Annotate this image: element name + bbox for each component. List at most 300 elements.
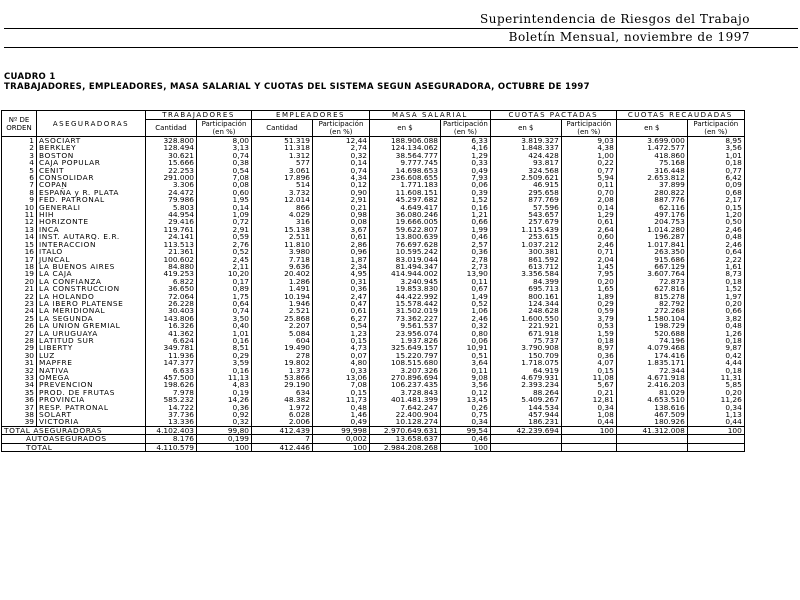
- empleadores-part: 0,31: [313, 278, 370, 285]
- header-rule-bottom: [4, 47, 798, 48]
- masa-salarial-pesos: 108.515.680: [370, 359, 441, 366]
- empleadores-cantidad: 2.511: [252, 233, 313, 240]
- cuotas-pactadas-part: 1,08: [561, 411, 616, 418]
- trabajadores-cantidad: 79.986: [146, 196, 197, 203]
- masa-salarial-part: 0,06: [441, 181, 491, 188]
- order-no: 27: [2, 330, 37, 337]
- total-row-label: TOTAL: [2, 443, 146, 451]
- cuotas-recaudadas-part: 0,44: [687, 418, 744, 426]
- trabajadores-part: 0,36: [197, 404, 252, 411]
- empleadores-part: 2,74: [313, 144, 370, 151]
- trabajadores-cantidad: 143.806: [146, 315, 197, 322]
- masa-salarial-part: 3,56: [441, 381, 491, 388]
- cuotas-recaudadas-part: 5,85: [687, 381, 744, 388]
- sub-en-pesos: en $: [370, 120, 441, 137]
- cuotas-recaudadas-part: 0,64: [687, 248, 744, 255]
- empleadores-part: 0,36: [313, 285, 370, 292]
- trabajadores-cantidad: 36.650: [146, 285, 197, 292]
- sub-en-pesos: en $: [616, 120, 687, 137]
- cuotas-recaudadas-part: 1,13: [687, 411, 744, 418]
- table-row: [2, 285, 745, 292]
- empleadores-part: 0,14: [313, 159, 370, 166]
- cuotas-recaudadas-part: 0,68: [687, 189, 744, 196]
- aseguradora-name: LA BUENOS AIRES: [37, 263, 146, 270]
- col-empleadores: EMPLEADORES: [252, 111, 370, 120]
- cuotas-recaudadas-part: 3,56: [687, 144, 744, 151]
- table-row: [2, 367, 745, 374]
- masa-salarial-pesos: 2.970.649.631: [370, 426, 441, 434]
- empleadores-part: 0,61: [313, 307, 370, 314]
- empleadores-part: 4,80: [313, 359, 370, 366]
- cuotas-pactadas-part: 0,20: [561, 278, 616, 285]
- empty-cell: [616, 443, 687, 451]
- aseguradora-name: PREVENCION: [37, 381, 146, 388]
- cuotas-recaudadas-pesos: 915.686: [616, 256, 687, 263]
- trabajadores-part: 0,32: [197, 418, 252, 426]
- table-row: [2, 411, 745, 418]
- cuotas-recaudadas-pesos: 74.196: [616, 337, 687, 344]
- aseguradora-name: LA URUGUAYA: [37, 330, 146, 337]
- order-no: 36: [2, 396, 37, 403]
- empleadores-cantidad: 5.084: [252, 330, 313, 337]
- header-rule-top: [4, 28, 798, 29]
- table-row: [2, 330, 745, 337]
- masa-salarial-pesos: 4.649.417: [370, 204, 441, 211]
- masa-salarial-part: 0,39: [441, 189, 491, 196]
- order-no: 1: [2, 137, 37, 145]
- aseguradora-name: LA SEGUNDA: [37, 315, 146, 322]
- empleadores-cantidad: 412.446: [252, 443, 313, 451]
- cuotas-recaudadas-pesos: 72.344: [616, 367, 687, 374]
- empleadores-cantidad: 11.318: [252, 144, 313, 151]
- empleadores-part: 1,46: [313, 411, 370, 418]
- cuotas-pactadas-pesos: 57.596: [490, 204, 561, 211]
- masa-salarial-part: 2,73: [441, 263, 491, 270]
- header-line-1: Superintendencia de Riesgos del Trabajo: [480, 12, 750, 26]
- trabajadores-part: 3,13: [197, 144, 252, 151]
- masa-salarial-part: 2,57: [441, 241, 491, 248]
- table-row: [2, 263, 745, 270]
- cuotas-recaudadas-pesos: 2.416.203: [616, 381, 687, 388]
- empty-cell: [687, 443, 744, 451]
- trabajadores-cantidad: 3.306: [146, 181, 197, 188]
- trabajadores-part: 0,19: [197, 389, 252, 396]
- trabajadores-cantidad: 24.141: [146, 233, 197, 240]
- masa-salarial-part: 13,45: [441, 396, 491, 403]
- sub-en-pesos: en $: [490, 120, 561, 137]
- masa-salarial-pesos: 45.297.682: [370, 196, 441, 203]
- empleadores-cantidad: 3.061: [252, 167, 313, 174]
- cuotas-pactadas-pesos: 324.568: [490, 167, 561, 174]
- cuotas-recaudadas-pesos: 82.792: [616, 300, 687, 307]
- order-no: 13: [2, 226, 37, 233]
- aseguradora-name: INTERACCION: [37, 241, 146, 248]
- table-row: [2, 389, 745, 396]
- cuotas-recaudadas-part: 0,18: [687, 367, 744, 374]
- table-row: [2, 152, 745, 159]
- trabajadores-part: 0,74: [197, 307, 252, 314]
- cuotas-recaudadas-pesos: 81.029: [616, 389, 687, 396]
- aseguradora-name: ITALO: [37, 248, 146, 255]
- masa-salarial-pesos: 14.698.653: [370, 167, 441, 174]
- order-no: 33: [2, 374, 37, 381]
- trabajadores-part: 0,08: [197, 181, 252, 188]
- empleadores-part: 0,21: [313, 204, 370, 211]
- empleadores-cantidad: 10.194: [252, 293, 313, 300]
- cuotas-recaudadas-part: 1,97: [687, 293, 744, 300]
- trabajadores-part: 0,72: [197, 218, 252, 225]
- order-no: 16: [2, 248, 37, 255]
- cuotas-pactadas-part: 2,64: [561, 226, 616, 233]
- cuotas-pactadas-part: 0,70: [561, 189, 616, 196]
- trabajadores-part: 0,40: [197, 322, 252, 329]
- table-row: [2, 211, 745, 218]
- cuotas-pactadas-pesos: 84.399: [490, 278, 561, 285]
- masa-salarial-pesos: 19.666.005: [370, 218, 441, 225]
- masa-salarial-part: 10,91: [441, 344, 491, 351]
- aseguradora-name: LUZ: [37, 352, 146, 359]
- aseguradora-name: CAJA POPULAR: [37, 159, 146, 166]
- aseguradora-name: FED. PATRONAL: [37, 196, 146, 203]
- empleadores-part: 99,998: [313, 426, 370, 434]
- masa-salarial-part: 1,06: [441, 307, 491, 314]
- trabajadores-part: 0,14: [197, 204, 252, 211]
- trabajadores-cantidad: 585.232: [146, 396, 197, 403]
- empleadores-part: 12,44: [313, 137, 370, 145]
- aseguradora-name: RESP. PATRONAL: [37, 404, 146, 411]
- cuotas-pactadas-part: 0,18: [561, 337, 616, 344]
- trabajadores-part: 10,20: [197, 270, 252, 277]
- col-trabajadores: TRABAJADORES: [146, 111, 252, 120]
- cuotas-pactadas-pesos: 257.679: [490, 218, 561, 225]
- trabajadores-part: 0,89: [197, 285, 252, 292]
- cuotas-pactadas-pesos: 457.944: [490, 411, 561, 418]
- aseguradora-name: COPAN: [37, 181, 146, 188]
- masa-salarial-part: 0,11: [441, 367, 491, 374]
- trabajadores-cantidad: 29.416: [146, 218, 197, 225]
- table-row: [2, 174, 745, 181]
- cuotas-pactadas-part: 5,67: [561, 381, 616, 388]
- table-row: [2, 344, 745, 351]
- order-no: 34: [2, 381, 37, 388]
- masa-salarial-part: 0,32: [441, 322, 491, 329]
- order-no: 7: [2, 181, 37, 188]
- cuotas-pactadas-part: 0,53: [561, 322, 616, 329]
- cuotas-recaudadas-pesos: 3.699.000: [616, 137, 687, 145]
- empleadores-cantidad: 48.382: [252, 396, 313, 403]
- cuotas-recaudadas-pesos: 174.416: [616, 352, 687, 359]
- cuotas-pactadas-pesos: 1.718.075: [490, 359, 561, 366]
- cuotas-pactadas-part: 1,65: [561, 285, 616, 292]
- cuotas-pactadas-pesos: 93.817: [490, 159, 561, 166]
- cuotas-pactadas-pesos: 88.264: [490, 389, 561, 396]
- cuotas-pactadas-part: 0,36: [561, 352, 616, 359]
- order-no: 10: [2, 204, 37, 211]
- order-no: 25: [2, 315, 37, 322]
- masa-salarial-part: 0,12: [441, 389, 491, 396]
- order-no: 17: [2, 256, 37, 263]
- table-row: [2, 159, 745, 166]
- masa-salarial-part: 0,11: [441, 278, 491, 285]
- masa-salarial-pesos: 10.595.242: [370, 248, 441, 255]
- cuotas-pactadas-pesos: 4.679.931: [490, 374, 561, 381]
- empleadores-cantidad: 29.190: [252, 381, 313, 388]
- cuotas-pactadas-pesos: 695.713: [490, 285, 561, 292]
- empleadores-part: 6,27: [313, 315, 370, 322]
- cuotas-recaudadas-pesos: 316.448: [616, 167, 687, 174]
- trabajadores-cantidad: 30.403: [146, 307, 197, 314]
- cuotas-recaudadas-part: 0,77: [687, 167, 744, 174]
- empleadores-part: 0,49: [313, 418, 370, 426]
- order-no: 32: [2, 367, 37, 374]
- empty-cell: [616, 435, 687, 443]
- cuotas-recaudadas-pesos: 62.116: [616, 204, 687, 211]
- cuotas-recaudadas-pesos: 41.312.008: [616, 426, 687, 434]
- trabajadores-cantidad: 22.253: [146, 167, 197, 174]
- empleadores-cantidad: 577: [252, 159, 313, 166]
- cuotas-recaudadas-pesos: 37.899: [616, 181, 687, 188]
- empleadores-cantidad: 7.718: [252, 256, 313, 263]
- trabajadores-part: 1,01: [197, 330, 252, 337]
- aseguradora-name: LIBERTY: [37, 344, 146, 351]
- cuotas-recaudadas-part: 0,20: [687, 300, 744, 307]
- cuotas-pactadas-pesos: 248.628: [490, 307, 561, 314]
- cuotas-recaudadas-part: 4,44: [687, 359, 744, 366]
- masa-salarial-part: 1,99: [441, 226, 491, 233]
- cuotas-pactadas-part: 0,77: [561, 167, 616, 174]
- table-row: [2, 352, 745, 359]
- cuotas-pactadas-pesos: 3.819.327: [490, 137, 561, 145]
- masa-salarial-pesos: 31.502.019: [370, 307, 441, 314]
- empleadores-part: 0,15: [313, 337, 370, 344]
- empleadores-cantidad: 6.028: [252, 411, 313, 418]
- trabajadores-cantidad: 6.822: [146, 278, 197, 285]
- empleadores-cantidad: 866: [252, 204, 313, 211]
- autoasegurados-row-label: AUTOASEGURADOS: [2, 435, 146, 443]
- aseguradora-name: VICTORIA: [37, 418, 146, 426]
- cuotas-pactadas-pesos: 424.428: [490, 152, 561, 159]
- cuotas-recaudadas-part: 0,09: [687, 181, 744, 188]
- masa-salarial-part: 1,52: [441, 196, 491, 203]
- trabajadores-part: 8,51: [197, 344, 252, 351]
- order-no: 20: [2, 278, 37, 285]
- trabajadores-cantidad: 30.621: [146, 152, 197, 159]
- cuotas-pactadas-pesos: 1.848.337: [490, 144, 561, 151]
- empleadores-part: 0,48: [313, 404, 370, 411]
- empleadores-cantidad: 278: [252, 352, 313, 359]
- cuotas-pactadas-pesos: 800.161: [490, 293, 561, 300]
- trabajadores-part: 2,45: [197, 256, 252, 263]
- empleadores-cantidad: 15.138: [252, 226, 313, 233]
- masa-salarial-part: 0,52: [441, 300, 491, 307]
- cuotas-pactadas-pesos: 861.592: [490, 256, 561, 263]
- order-no: 5: [2, 167, 37, 174]
- masa-salarial-pesos: 36.080.246: [370, 211, 441, 218]
- cuotas-recaudadas-part: 1,26: [687, 330, 744, 337]
- cuotas-pactadas-part: 2,46: [561, 241, 616, 248]
- trabajadores-part: 0,38: [197, 159, 252, 166]
- masa-salarial-pesos: 414.944.002: [370, 270, 441, 277]
- cuotas-recaudadas-part: 11,26: [687, 396, 744, 403]
- empty-cell: [490, 435, 561, 443]
- total-row: [2, 443, 745, 451]
- masa-salarial-part: 7,93: [441, 174, 491, 181]
- empleadores-part: 0,15: [313, 389, 370, 396]
- masa-salarial-part: 0,26: [441, 404, 491, 411]
- trabajadores-cantidad: 419.253: [146, 270, 197, 277]
- masa-salarial-pesos: 44.422.992: [370, 293, 441, 300]
- empleadores-cantidad: 9.636: [252, 263, 313, 270]
- masa-salarial-part: 13,90: [441, 270, 491, 277]
- trabajadores-cantidad: 198.626: [146, 381, 197, 388]
- empleadores-cantidad: 1.286: [252, 278, 313, 285]
- cuotas-pactadas-part: 4,07: [561, 359, 616, 366]
- trabajadores-part: 0,52: [197, 248, 252, 255]
- empleadores-part: 0,002: [313, 435, 370, 443]
- table-row: [2, 337, 745, 344]
- table-row: [2, 167, 745, 174]
- trabajadores-part: 0,54: [197, 167, 252, 174]
- cuotas-recaudadas-pesos: 72.873: [616, 278, 687, 285]
- masa-salarial-pesos: 9.777.745: [370, 159, 441, 166]
- table-row: [2, 270, 745, 277]
- trabajadores-cantidad: 113.513: [146, 241, 197, 248]
- cuotas-pactadas-part: 0,14: [561, 204, 616, 211]
- cuotas-pactadas-part: 100: [561, 426, 616, 434]
- cuotas-pactadas-pesos: 64.919: [490, 367, 561, 374]
- cuotas-pactadas-pesos: 221.921: [490, 322, 561, 329]
- table-row: [2, 359, 745, 366]
- cuotas-recaudadas-pesos: 887.776: [616, 196, 687, 203]
- order-no: 6: [2, 174, 37, 181]
- trabajadores-cantidad: 41.362: [146, 330, 197, 337]
- order-no: 9: [2, 196, 37, 203]
- cuotas-recaudadas-part: 1,61: [687, 263, 744, 270]
- cuotas-recaudadas-part: 0,50: [687, 218, 744, 225]
- empleadores-part: 2,34: [313, 263, 370, 270]
- trabajadores-cantidad: 291.000: [146, 174, 197, 181]
- table-row: [2, 322, 745, 329]
- empleadores-cantidad: 12.014: [252, 196, 313, 203]
- cuotas-recaudadas-pesos: 204.753: [616, 218, 687, 225]
- cuotas-recaudadas-pesos: 1.580.104: [616, 315, 687, 322]
- trabajadores-part: 0,74: [197, 152, 252, 159]
- cuotas-pactadas-pesos: 2.509.621: [490, 174, 561, 181]
- empleadores-part: 4,73: [313, 344, 370, 351]
- cuotas-pactadas-pesos: 186.231: [490, 418, 561, 426]
- trabajadores-cantidad: 37.736: [146, 411, 197, 418]
- empleadores-cantidad: 11.810: [252, 241, 313, 248]
- cuotas-recaudadas-pesos: 2.653.812: [616, 174, 687, 181]
- masa-salarial-pesos: 13.658.637: [370, 435, 441, 443]
- cuotas-recaudadas-part: 9,87: [687, 344, 744, 351]
- cuotas-recaudadas-part: 0,48: [687, 233, 744, 240]
- order-no: 3: [2, 152, 37, 159]
- aseguradora-name: CONSOLIDAR: [37, 174, 146, 181]
- aseguradora-name: MAPFRE: [37, 359, 146, 366]
- masa-salarial-part: 0,36: [441, 248, 491, 255]
- order-no: 38: [2, 411, 37, 418]
- trabajadores-cantidad: 7.978: [146, 389, 197, 396]
- cuotas-pactadas-part: 9,03: [561, 137, 616, 145]
- cuotas-recaudadas-pesos: 4.653.510: [616, 396, 687, 403]
- order-no: 35: [2, 389, 37, 396]
- cuotas-pactadas-part: 1,89: [561, 293, 616, 300]
- table-row: [2, 300, 745, 307]
- empleadores-cantidad: 19.802: [252, 359, 313, 366]
- masa-salarial-part: 0,46: [441, 233, 491, 240]
- masa-salarial-pesos: 19.853.830: [370, 285, 441, 292]
- table-row: [2, 204, 745, 211]
- cuotas-pactadas-pesos: 2.393.234: [490, 381, 561, 388]
- cuotas-recaudadas-pesos: 520.688: [616, 330, 687, 337]
- empleadores-part: 3,67: [313, 226, 370, 233]
- empleadores-cantidad: 7: [252, 435, 313, 443]
- order-no: 28: [2, 337, 37, 344]
- trabajadores-cantidad: 72.064: [146, 293, 197, 300]
- empleadores-part: 0,96: [313, 248, 370, 255]
- order-no: 39: [2, 418, 37, 426]
- cuotas-recaudadas-part: 0,42: [687, 352, 744, 359]
- empleadores-part: 0,74: [313, 167, 370, 174]
- masa-salarial-part: 99,54: [441, 426, 491, 434]
- empleadores-part: 0,61: [313, 233, 370, 240]
- table-row: [2, 189, 745, 196]
- empty-cell: [561, 435, 616, 443]
- masa-salarial-part: 4,16: [441, 144, 491, 151]
- trabajadores-cantidad: 26.228: [146, 300, 197, 307]
- trabajadores-cantidad: 84.880: [146, 263, 197, 270]
- aseguradora-name: LA IBERO PLATENSE: [37, 300, 146, 307]
- cuotas-pactadas-part: 0,59: [561, 307, 616, 314]
- masa-salarial-pesos: 81.494.347: [370, 263, 441, 270]
- trabajadores-part: 0,60: [197, 189, 252, 196]
- order-no: 23: [2, 300, 37, 307]
- cuotas-pactadas-pesos: 75.737: [490, 337, 561, 344]
- total-aseguradoras-row-label: TOTAL ASEGURADORAS: [2, 426, 146, 434]
- empleadores-part: 0,12: [313, 181, 370, 188]
- masa-salarial-pesos: 325.649.157: [370, 344, 441, 351]
- header-row-groups: [2, 111, 745, 120]
- trabajadores-cantidad: 457.500: [146, 374, 197, 381]
- masa-salarial-part: 2,46: [441, 315, 491, 322]
- masa-salarial-part: 0,46: [441, 435, 491, 443]
- trabajadores-part: 2,91: [197, 226, 252, 233]
- cuotas-pactadas-pesos: 543.657: [490, 211, 561, 218]
- cuotas-pactadas-part: 0,29: [561, 300, 616, 307]
- table-row: [2, 233, 745, 240]
- aseguradora-name: GENERALI: [37, 204, 146, 211]
- aseguradora-name: PROD. DE FRUTAS: [37, 389, 146, 396]
- empleadores-cantidad: 316: [252, 218, 313, 225]
- empleadores-cantidad: 20.402: [252, 270, 313, 277]
- cuotas-recaudadas-pesos: 467.509: [616, 411, 687, 418]
- empleadores-cantidad: 1.491: [252, 285, 313, 292]
- cuotas-recaudadas-pesos: 4.671.918: [616, 374, 687, 381]
- sub-participacion: Participación (en %): [561, 120, 616, 137]
- masa-salarial-pesos: 10.128.274: [370, 418, 441, 426]
- order-no: 15: [2, 241, 37, 248]
- cuotas-pactadas-pesos: 42.239.694: [490, 426, 561, 434]
- table-label: CUADRO 1: [4, 72, 56, 82]
- aseguradora-name: LA HOLANDO: [37, 293, 146, 300]
- aseguradora-name: HORIZONTE: [37, 218, 146, 225]
- masa-salarial-part: 0,67: [441, 285, 491, 292]
- order-no: 22: [2, 293, 37, 300]
- cuotas-recaudadas-part: 1,20: [687, 211, 744, 218]
- empleadores-part: 0,08: [313, 218, 370, 225]
- empleadores-part: 0,32: [313, 152, 370, 159]
